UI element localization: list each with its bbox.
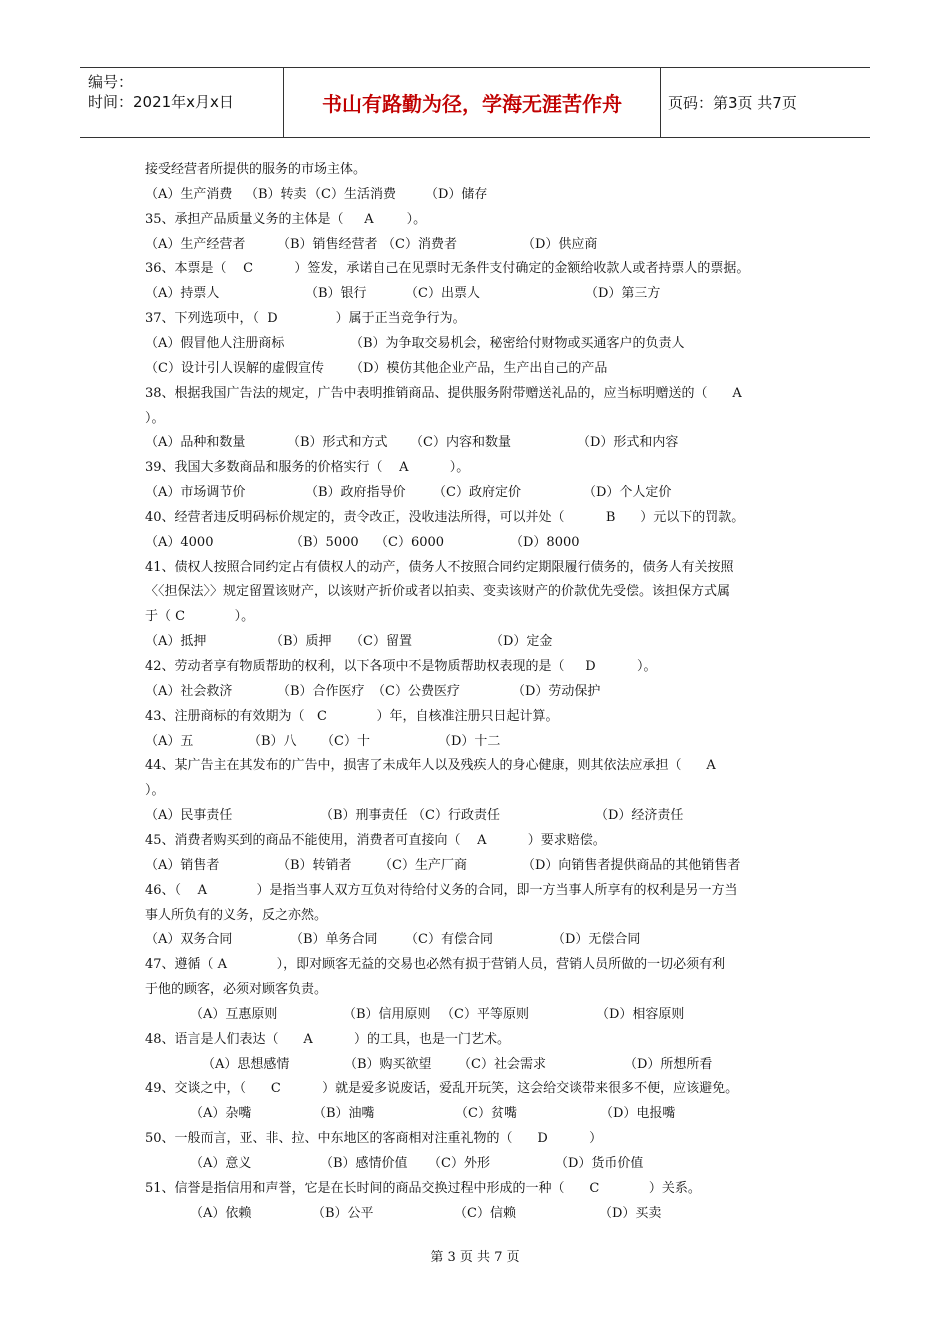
option-text: （A）抵押 [145, 634, 207, 650]
option-text: （C）留置 [350, 634, 412, 650]
option-text: （D）个人定价 [583, 485, 672, 501]
option-text: （C）6000 [375, 534, 445, 550]
option-text: （A）4000 [145, 534, 214, 550]
option-text: （D）买卖 [599, 1205, 662, 1221]
option-text: （C）贫嘴 [455, 1106, 517, 1122]
option-text: （B）转销者 [277, 857, 352, 873]
text-line: 41、债权人按照合同约定占有债权人的动产，债务人不按照合同约定期限履行债务的，债务人有关按照 [145, 559, 734, 575]
option-text: （B）为争取交易机会，秘密给付财物或买通客户的负责人 [350, 335, 685, 351]
option-text: （B）5000 [290, 534, 359, 550]
header-meta [80, 68, 284, 137]
option-text: （B）形式和方式 [287, 435, 388, 451]
text-line: 44、某广告主在其发布的广告中，损害了未成年人以及残疾人的身心健康，则其依法应承担（ A [145, 758, 716, 774]
option-text: （A）生产消费 [145, 186, 233, 202]
text-line: 37、下列选项中，（ D ）属于正当竞争行为。 [145, 311, 466, 327]
option-text: （D）劳动保护 [512, 683, 601, 699]
option-text: （A）假冒他人注册商标 [145, 335, 285, 351]
text-line: 事人所负有的义务，反之亦然。 [145, 907, 328, 923]
option-text: （B）购买欲望 [344, 1056, 432, 1072]
text-line: 43、注册商标的有效期为（ C ）年，自核准注册只日起计算。 [145, 708, 559, 724]
option-text: （B）合作医疗 [277, 683, 365, 699]
text-line: 35、承担产品质量义务的主体是（ A ）。 [145, 211, 427, 227]
option-text: （D）相容原则 [596, 1006, 685, 1022]
option-text: （A）生产经营者 [145, 236, 246, 252]
options-line [145, 732, 508, 752]
option-text: （C）消费者 [382, 236, 457, 252]
option-text: （D）十二 [438, 733, 501, 749]
option-text: （A）互惠原则 [190, 1006, 278, 1022]
options-line [202, 1055, 724, 1075]
option-text: （D）经济责任 [595, 808, 684, 824]
option-text: （D）第三方 [585, 286, 661, 302]
text-line: 45、消费者购买到的商品不能使用，消费者可直接向（ A ）要求赔偿。 [145, 832, 606, 848]
option-text: （A）五 [145, 733, 194, 749]
options-line [190, 1204, 699, 1224]
options-line [145, 682, 612, 702]
option-text: （C）生产厂商 [379, 857, 467, 873]
text-line: 于他的顾客，必须对顾客负责。 [145, 982, 328, 998]
option-text: （A）双务合同 [145, 932, 233, 948]
text-line: ）。 [145, 410, 165, 426]
option-text: （A）意义 [190, 1156, 252, 1171]
options-line [145, 483, 683, 503]
option-text: （D）所想所看 [624, 1056, 713, 1072]
text-line: 46、（ A ）是指当事人双方互负对待给付义务的合同，即一方当事人所享有的权利是另一方当 [145, 882, 738, 898]
text-line: 51、信誉是指信用和声誉，它是在长时间的商品交换过程中形成的一种（ C ）关系。 [145, 1180, 701, 1196]
option-text: （C）社会需求 [458, 1056, 546, 1072]
options-line [145, 930, 652, 950]
option-text: （C）有偿合同 [405, 932, 493, 948]
options-line [190, 1154, 655, 1174]
option-text: （C）政府定价 [433, 485, 521, 501]
option-text: （C）信赖 [454, 1205, 516, 1221]
option-text: （D）供应商 [522, 236, 598, 252]
options-line [145, 856, 782, 876]
text-line: 49、交谈之中，（ C ）就是爱多说废话，爱乱开玩笑，这会给交谈带来很多不便，应该避免。 [145, 1081, 739, 1097]
text-line: 48、语言是人们表达（ A ）的工具，也是一门艺术。 [145, 1031, 511, 1047]
option-text: （B）油嘴 [313, 1106, 375, 1122]
options-line [145, 235, 602, 255]
option-text: （A）品种和数量 [145, 435, 246, 451]
option-text: （D）无偿合同 [552, 932, 641, 948]
date-label: 时间：2021年x月x日 [88, 93, 234, 111]
option-text: （D）形式和内容 [577, 435, 679, 451]
option-text: （C）生活消费 [308, 186, 396, 202]
text-line: 47、遵循（ A ），即对顾客无益的交易也必然有损于营销人员，营销人员所做的一切必须有利 [145, 957, 726, 973]
option-text: （D）8000 [510, 534, 580, 550]
text-line: 40、经营者违反明码标价规定的，责令改正，没收违法所得，可以并处（ B ）元以下的罚款。 [145, 509, 745, 525]
option-text: （A）杂嘴 [190, 1106, 252, 1122]
option-text: （C）内容和数量 [410, 435, 511, 451]
options-line [145, 359, 750, 379]
text-line: 接受经营者所提供的服务的市场主体。 [145, 162, 367, 177]
option-text: （D）电报嘴 [600, 1106, 676, 1122]
option-text: （B）政府指导价 [305, 485, 406, 501]
options-line [190, 1104, 700, 1124]
option-text: （B）转卖 [245, 186, 307, 202]
text-line: 于（ C ）。 [145, 609, 255, 625]
option-text: （B）感情价值 [320, 1156, 408, 1171]
options-line [145, 533, 590, 553]
option-text: （D）储存 [425, 186, 488, 202]
option-text: （B）销售经营者 [277, 236, 378, 252]
option-text: （C）设计引人误解的虚假宣传 [145, 360, 324, 376]
option-text: （C）行政责任 [412, 808, 500, 824]
options-line [145, 185, 487, 205]
option-text: （C）出票人 [405, 286, 480, 302]
option-text: （B）公平 [312, 1205, 374, 1221]
option-text: （B）单务合同 [290, 932, 378, 948]
page-footer: 第 3 页 共 7 页 [430, 1250, 520, 1265]
options-line [145, 806, 695, 826]
option-text: （B）信用原则 [343, 1006, 431, 1022]
text-line: 42、劳动者享有物质帮助的权利，以下各项中不是物质帮助权表现的是（ D ）。 [145, 659, 657, 674]
text-line: 38、根据我国广告法的规定，广告中表明推销商品、提供服务附带赠送礼品的，应当标明赠送的（ A [145, 385, 742, 401]
option-text: （D）货币价值 [555, 1156, 644, 1171]
option-text: （A）市场调节价 [145, 485, 246, 501]
option-text: （B）质押 [270, 634, 332, 650]
option-text: （A）思想感情 [202, 1056, 290, 1072]
options-line [145, 334, 750, 354]
page-header [80, 67, 870, 138]
options-line [190, 1005, 696, 1025]
option-text: （C）公费医疗 [372, 683, 460, 699]
option-text: （D）定金 [490, 634, 553, 650]
option-text: （A）销售者 [145, 857, 220, 873]
options-line [145, 284, 665, 304]
header-motto: 书山有路勤为径，学海无涯苦作舟 [284, 68, 661, 137]
text-line: 50、一般而言，亚、非、拉、中东地区的客商相对注重礼物的（ D ） [145, 1131, 603, 1147]
option-text: （B）八 [248, 733, 297, 749]
text-line: 〈〈担保法〉〉规定留置该财产，以该财产折价或者以拍卖、变卖该财产的价款优先受偿。该担保方式属 [145, 584, 731, 600]
options-line [145, 433, 687, 453]
option-text: （B）刑事责任 [320, 808, 408, 824]
text-line: 36、本票是（ C ）签发，承诺自己在见票时无条件支付确定的金额给收款人或者持票人的票据。 [145, 261, 750, 277]
header-page-info: 页码：第3页 共7页 [668, 94, 797, 112]
option-text: （A）社会救济 [145, 683, 233, 699]
option-text: （A）依赖 [190, 1205, 252, 1221]
number-label: 编号： [88, 73, 134, 91]
option-text: （B）银行 [305, 286, 367, 302]
option-text: （A）民事责任 [145, 808, 233, 824]
options-line [145, 632, 560, 652]
option-text: （C）外形 [428, 1156, 490, 1171]
option-text: （C）平等原则 [441, 1006, 529, 1022]
text-line: 39、我国大多数商品和服务的价格实行（ A ）。 [145, 460, 470, 476]
text-line: ）。 [145, 783, 165, 799]
option-text: （A）持票人 [145, 286, 220, 302]
option-text: （D）向销售者提供商品的其他销售者 [522, 857, 741, 873]
option-text: （C）十 [321, 733, 370, 749]
option-text: （D）模仿其他企业产品，生产出自己的产品 [350, 360, 608, 376]
